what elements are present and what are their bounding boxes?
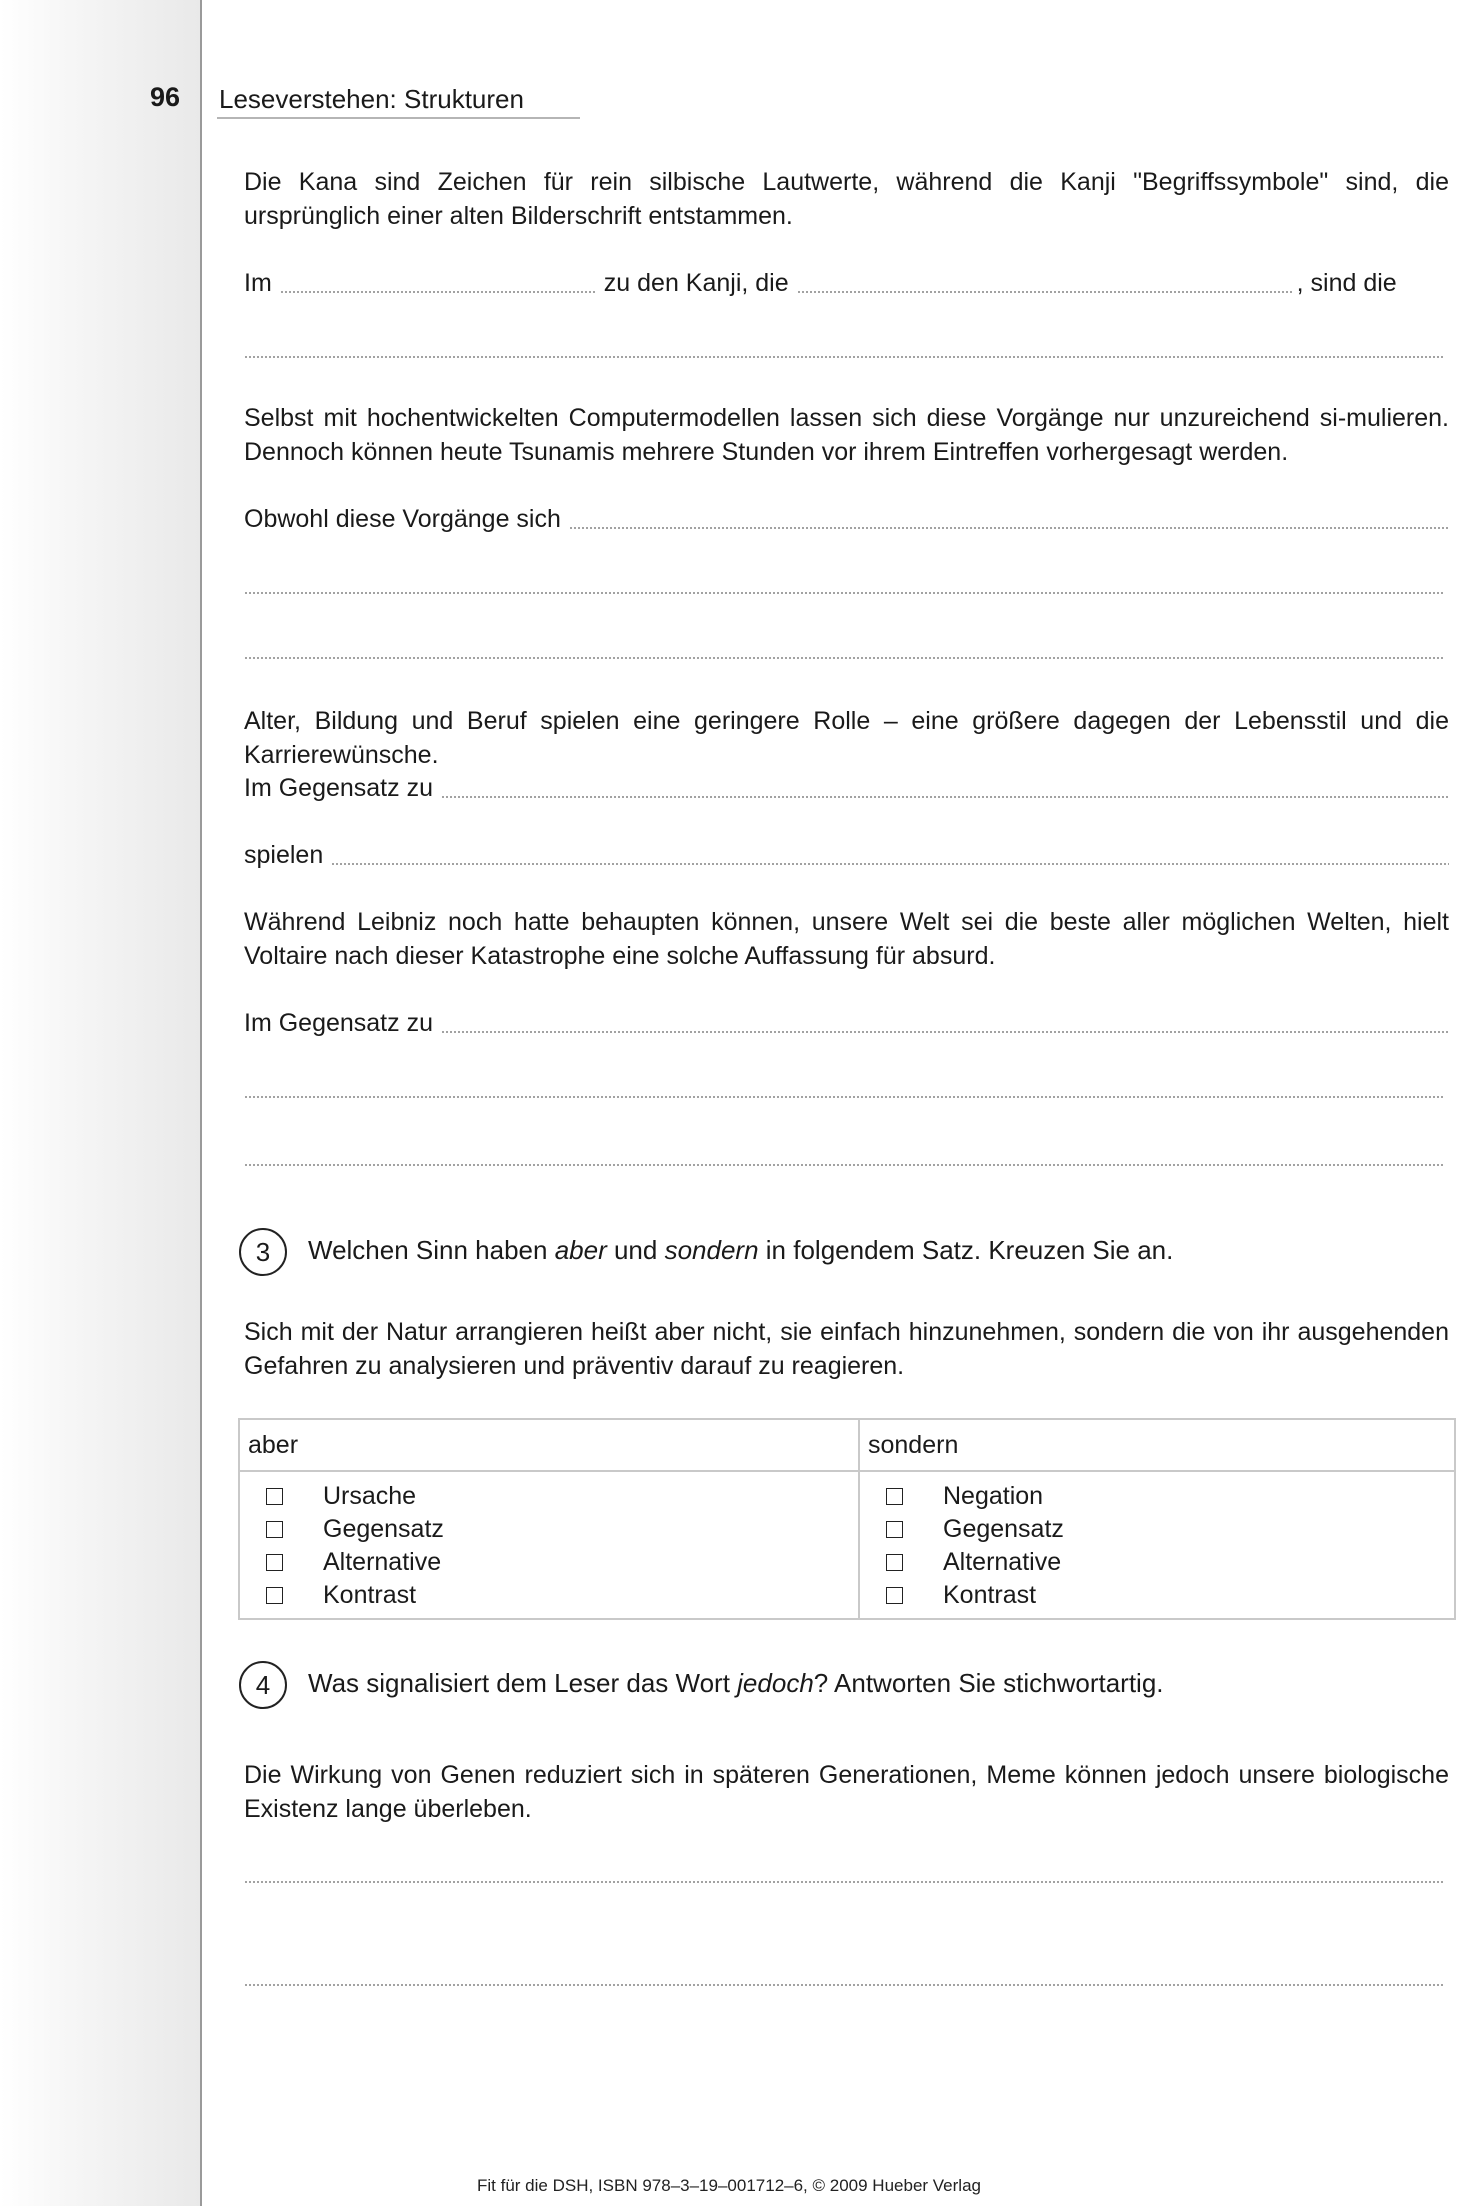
item-4-text: Während Leibniz noch hatte behaupten können, unsere Welt sei die beste aller möglichen Welten, hielt Voltaire nach dieser Katastrophe eine solche Auffassung für absurd. xyxy=(244,908,1449,970)
item-4-source-text xyxy=(244,905,1449,973)
task-3-sentence: Sich mit der Natur arrangieren heißt aber nicht, sie einfach hinzunehmen, sondern die von ihr ausgehenden Gefahren zu analysieren und präventiv darauf zu reagieren. xyxy=(244,1318,1449,1380)
option-sondern-kontrast[interactable] xyxy=(860,1579,1454,1612)
answer-blank[interactable] xyxy=(441,796,1449,798)
checkbox[interactable] xyxy=(886,1521,903,1538)
option-sondern-gegensatz[interactable] xyxy=(860,1513,1454,1546)
sondern-options xyxy=(860,1472,1454,1612)
answer-line[interactable] xyxy=(244,657,1444,659)
option-aber-ursache[interactable] xyxy=(240,1480,858,1513)
item-3-prompt-line xyxy=(244,771,1449,805)
answer-line[interactable] xyxy=(244,1881,1444,1883)
option-label: Negation xyxy=(943,1482,1044,1510)
footer-copyright: Fit für die DSH, ISBN 978–3–19–001712–6, © 2009 Hueber Verlag xyxy=(477,2176,981,2195)
answer-blank[interactable] xyxy=(331,863,1449,865)
answer-line[interactable] xyxy=(244,356,1444,358)
item-1-source-text xyxy=(244,165,1449,233)
option-label: Alternative xyxy=(323,1548,442,1576)
item-1-text: Die Kana sind Zeichen für rein silbische Lautwerte, während die Kanji "Begriffssymbole" sind, die ursprünglich einer alten Bilderschrift entstammen. xyxy=(244,168,1449,230)
item-3-prompt-2: spielen xyxy=(244,841,324,869)
task-3-sentence-block xyxy=(244,1315,1449,1383)
table-column-aber xyxy=(240,1420,860,1618)
page-number: 96 xyxy=(150,82,181,112)
item-2-source-text xyxy=(244,401,1449,469)
answer-line[interactable] xyxy=(244,1096,1444,1098)
checkbox[interactable] xyxy=(266,1587,283,1604)
table-header-aber: aber xyxy=(240,1420,858,1472)
checkbox[interactable] xyxy=(266,1488,283,1505)
item-2-text: Selbst mit hochentwickelten Computermodellen lassen sich diese Vorgänge nur unzureichend si-mulieren. Dennoch können heute Tsunamis mehrere Stunden vor ihrem Eintreffen vorhergesagt werden. xyxy=(244,404,1449,466)
option-label: Kontrast xyxy=(323,1581,417,1609)
item-1-prompt-part-3: , sind die xyxy=(1296,269,1397,297)
item-2-prompt: Obwohl diese Vorgänge sich xyxy=(244,505,561,533)
item-1-prompt-part-1: Im xyxy=(244,269,272,297)
aber-options xyxy=(240,1472,858,1612)
task-3-instruction-pre: Welchen Sinn haben xyxy=(308,1235,555,1265)
checkbox[interactable] xyxy=(266,1554,283,1571)
checkbox[interactable] xyxy=(886,1488,903,1505)
checkbox[interactable] xyxy=(886,1587,903,1604)
task-3-instruction-mid: und xyxy=(606,1235,665,1265)
option-label: Ursache xyxy=(323,1482,417,1510)
choice-table xyxy=(238,1418,1456,1620)
item-3-prompt2-line xyxy=(244,838,1449,872)
task-3-number-badge: 3 xyxy=(239,1228,287,1276)
task-3-instruction-post: in folgendem Satz. Kreuzen Sie an. xyxy=(758,1235,1174,1265)
item-4-prompt: Im Gegensatz zu xyxy=(244,1009,433,1037)
task-3-instruction xyxy=(308,1233,1173,1267)
answer-line[interactable] xyxy=(244,1984,1444,1986)
header-rule xyxy=(217,117,580,119)
answer-blank[interactable] xyxy=(797,291,1293,293)
task-3-word-sondern: sondern xyxy=(664,1235,759,1265)
table-header-sondern: sondern xyxy=(860,1420,1454,1472)
task-4-sentence: Die Wirkung von Genen reduziert sich in späteren Generationen, Meme können jedoch unsere biologische Existenz lange überleben. xyxy=(244,1761,1449,1823)
task-4-word-jedoch: jedoch xyxy=(737,1668,814,1698)
item-1-prompt-part-2: zu den Kanji, die xyxy=(603,269,789,297)
checkbox[interactable] xyxy=(886,1554,903,1571)
page-margin-strip xyxy=(0,0,202,2206)
option-label: Gegensatz xyxy=(323,1515,444,1543)
option-label: Kontrast xyxy=(943,1581,1037,1609)
answer-blank[interactable] xyxy=(569,527,1449,529)
checkbox[interactable] xyxy=(266,1521,283,1538)
answer-line[interactable] xyxy=(244,1164,1444,1166)
task-3-word-aber: aber xyxy=(554,1235,607,1265)
item-1-prompt-line xyxy=(244,266,1449,300)
task-4-sentence-block xyxy=(244,1758,1449,1826)
task-4-instruction-pre: Was signalisiert dem Leser das Wort xyxy=(308,1668,738,1698)
page-title: Leseverstehen: Strukturen xyxy=(219,84,524,114)
answer-line[interactable] xyxy=(244,592,1444,594)
option-sondern-alternative[interactable] xyxy=(860,1546,1454,1579)
item-2-prompt-line xyxy=(244,502,1449,536)
table-column-sondern xyxy=(860,1420,1454,1618)
task-4-number-badge: 4 xyxy=(239,1661,287,1709)
item-4-prompt-line xyxy=(244,1006,1449,1040)
item-3-prompt: Im Gegensatz zu xyxy=(244,774,433,802)
option-aber-alternative[interactable] xyxy=(240,1546,858,1579)
task-4-instruction-post: ? Antworten Sie stichwortartig. xyxy=(813,1668,1164,1698)
task-4-instruction xyxy=(308,1666,1164,1700)
option-aber-kontrast[interactable] xyxy=(240,1579,858,1612)
option-sondern-negation[interactable] xyxy=(860,1480,1454,1513)
item-3-source-text xyxy=(244,704,1449,772)
option-label: Alternative xyxy=(943,1548,1062,1576)
item-3-text: Alter, Bildung und Beruf spielen eine geringere Rolle – eine größere dagegen der Lebensstil und die Karrierewünsche. xyxy=(244,707,1449,769)
answer-blank[interactable] xyxy=(280,291,596,293)
option-label: Gegensatz xyxy=(943,1515,1064,1543)
option-aber-gegensatz[interactable] xyxy=(240,1513,858,1546)
answer-blank[interactable] xyxy=(441,1031,1449,1033)
